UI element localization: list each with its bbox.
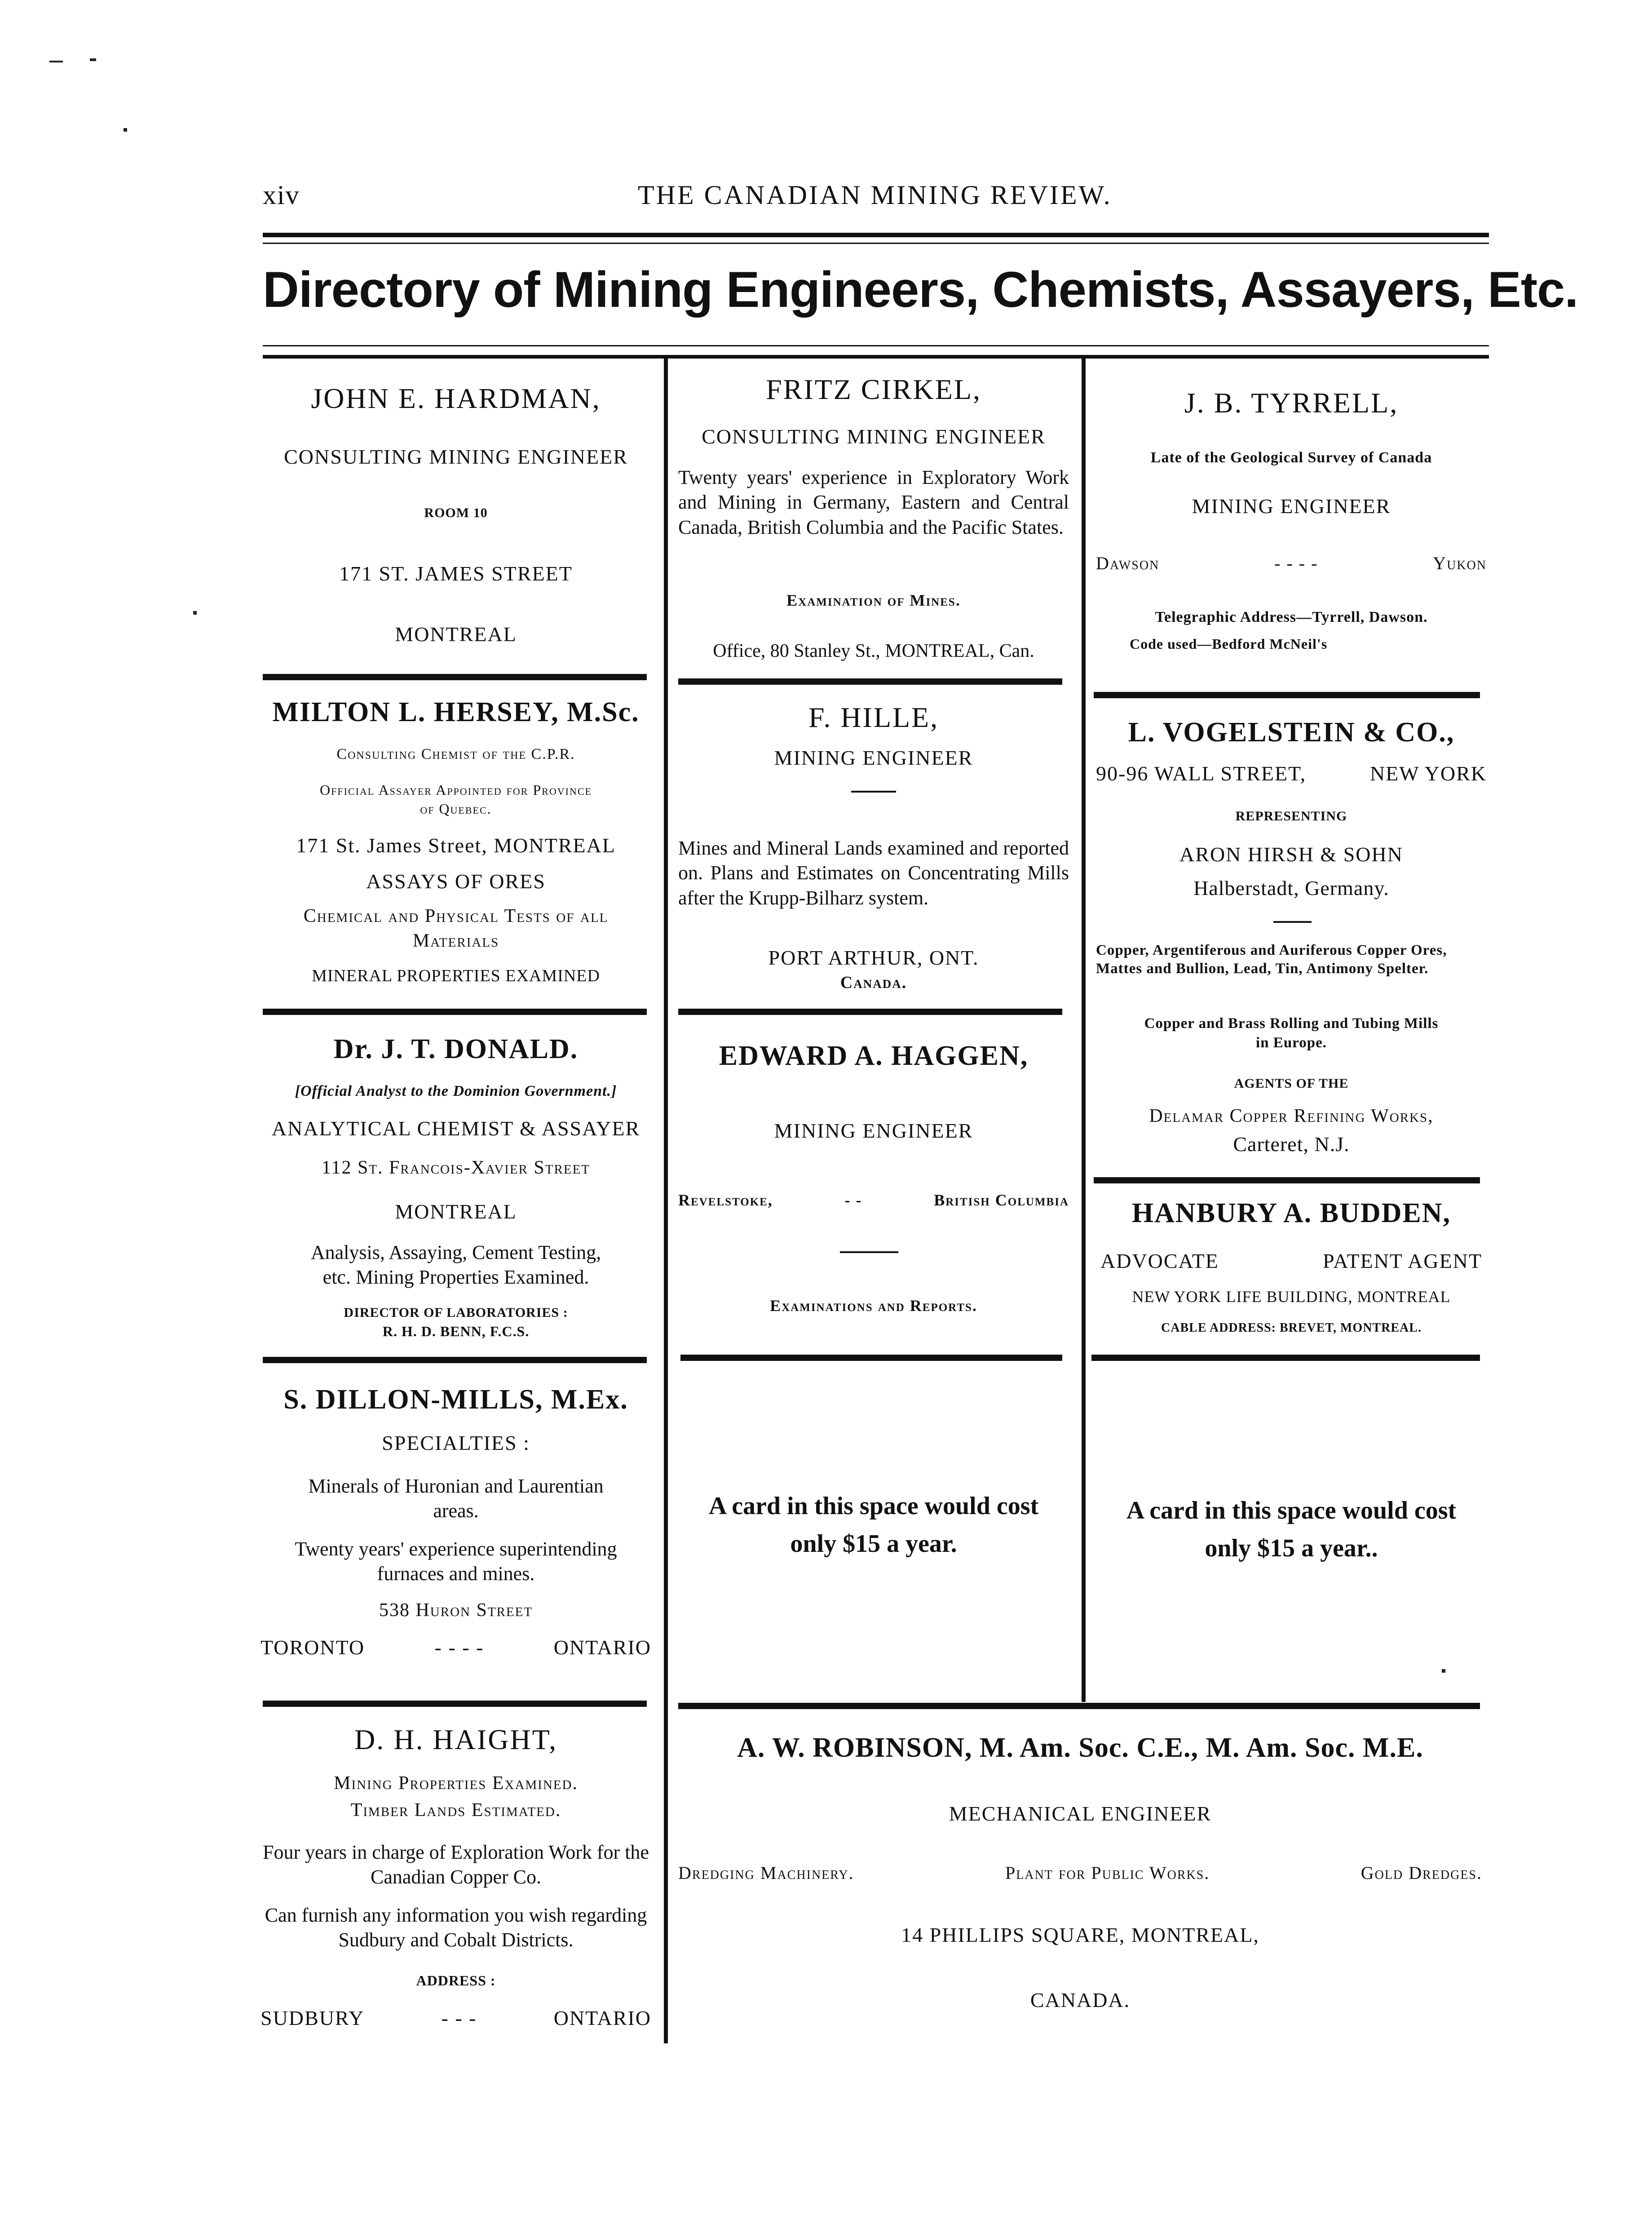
tyrrell-dashes: - - - -: [1274, 553, 1318, 573]
haight-dashes: - - -: [441, 2007, 477, 2029]
vogelstein-agents: AGENTS OF THE: [1234, 1076, 1349, 1091]
dillon-experience-1: Twenty years' experience superintending: [295, 1538, 617, 1560]
budden-cable: CABLE ADDRESS: BREVET, MONTREAL.: [1161, 1321, 1422, 1335]
haight-para-2: Can furnish any information you wish regarding Sudbury and Cobalt Districts.: [265, 1904, 647, 1951]
tyrrell-card: [1096, 386, 1487, 674]
tyrrell-city-line: [1096, 553, 1487, 574]
hersey-assays: ASSAYS OF ORES: [366, 870, 546, 893]
tyrrell-role: MINING ENGINEER: [1192, 495, 1391, 518]
budden-card: [1096, 1197, 1487, 1377]
card-separator: [1091, 1355, 1480, 1361]
vogelstein-name: L. VOGELSTEIN & CO.,: [1128, 717, 1455, 748]
tyrrell-late: Late of the Geological Survey of Canada: [1150, 449, 1432, 466]
card-ad-middle: [678, 1487, 1069, 1577]
haggen-city: Revelstoke,: [678, 1191, 773, 1209]
hille-dash: [851, 791, 896, 793]
cirkel-office: Office, 80 Stanley St., MONTREAL, Can.: [713, 641, 1034, 661]
donald-name: Dr. J. T. DONALD.: [333, 1034, 579, 1064]
vogelstein-address-line: [1096, 762, 1487, 785]
donald-services-2: etc. Mining Properties Examined.: [322, 1266, 589, 1288]
hille-city: PORT ARTHUR, ONT.: [768, 946, 979, 969]
vogelstein-card: [1096, 717, 1487, 1166]
hersey-tests-1: Chemical and Physical Tests of all: [303, 906, 609, 926]
card-separator: [1094, 692, 1480, 698]
robinson-card: [678, 1732, 1482, 2047]
hille-role: MINING ENGINEER: [774, 746, 973, 769]
haggen-card: [678, 1040, 1069, 1355]
tyrrell-telegraph: Telegraphic Address—Tyrrell, Dawson.: [1155, 609, 1428, 625]
dillon-minerals-1: Minerals of Huronian and Laurentian: [308, 1475, 604, 1497]
card-separator: [680, 1355, 1062, 1361]
hardman-name: JOHN E. HARDMAN,: [311, 382, 601, 414]
haight-para-1: Four years in charge of Exploration Work for the Canadian Copper Co.: [263, 1841, 649, 1888]
haight-city-line: [261, 2006, 651, 2030]
robinson-services: [678, 1862, 1482, 1883]
robinson-role: MECHANICAL ENGINEER: [949, 1802, 1212, 1825]
vogelstein-firm: ARON HIRSH & SOHN: [1179, 843, 1403, 866]
column-rule-right: [1082, 359, 1086, 1702]
card-ad-right: [1096, 1492, 1487, 1582]
hardman-role: CONSULTING MINING ENGINEER: [284, 445, 628, 468]
card-separator: [263, 674, 647, 680]
card-separator: [1094, 1177, 1480, 1183]
donald-director-label: DIRECTOR OF LABORATORIES :: [344, 1305, 568, 1320]
dillon-card: [261, 1384, 651, 1689]
tyrrell-territory: Yukon: [1433, 553, 1487, 573]
hersey-address: 171 St. James Street, MONTREAL: [296, 834, 616, 857]
tyrrell-code: Code used—Bedford McNeil's: [1130, 636, 1328, 652]
haggen-services: Examinations and Reports.: [770, 1297, 977, 1315]
directory-title: Directory of Mining Engineers, Chemists, Assayers, Etc.: [263, 261, 1578, 318]
card-separator: [678, 1009, 1062, 1015]
hille-name: F. HILLE,: [808, 701, 939, 733]
hersey-official-1: Official Assayer Appointed for Province: [320, 782, 592, 798]
vogelstein-street: 90-96 WALL STREET,: [1096, 762, 1307, 785]
haight-name: D. H. HAIGHT,: [354, 1723, 557, 1755]
haight-line-2: Timber Lands Estimated.: [350, 1800, 561, 1821]
vogelstein-firm-city: Halberstadt, Germany.: [1193, 877, 1389, 899]
cirkel-para: Twenty years' experience in Exploratory Work and Mining in Germany, Eastern and Central Canada, British Columbia and the Pacific States.: [678, 466, 1069, 538]
budden-role-line: [1096, 1249, 1487, 1273]
donald-city: MONTREAL: [395, 1200, 517, 1223]
header-rule-thin: [263, 243, 1489, 244]
card-ad-right-line-1: A card in this space would cost: [1126, 1497, 1457, 1524]
page-folio: xiv: [263, 180, 300, 210]
donald-director-name: R. H. D. BENN, F.C.S.: [382, 1323, 530, 1339]
haight-line-1: Mining Properties Examined.: [334, 1773, 578, 1794]
robinson-item-1: Dredging Machinery.: [678, 1863, 854, 1883]
hille-country: Canada.: [840, 973, 907, 992]
robinson-item-2: Plant for Public Works.: [1005, 1863, 1210, 1883]
budden-name: HANBURY A. BUDDEN,: [1131, 1198, 1451, 1228]
budden-building: NEW YORK LIFE BUILDING, MONTREAL: [1132, 1288, 1451, 1306]
tyrrell-name: J. B. TYRRELL,: [1184, 387, 1399, 419]
donald-card: [261, 1033, 651, 1348]
vogelstein-delamar: Delamar Copper Refining Works,: [1149, 1106, 1434, 1126]
haggen-dashes: - -: [844, 1191, 862, 1209]
dillon-city: TORONTO: [261, 1636, 365, 1659]
card-separator: [678, 1703, 1480, 1709]
vogelstein-mills-2: in Europe.: [1256, 1035, 1327, 1051]
dillon-street: 538 Huron Street: [379, 1600, 533, 1621]
card-separator: [678, 678, 1062, 685]
haight-city: SUDBURY: [261, 2007, 365, 2029]
hersey-tests-2: Materials: [412, 930, 499, 951]
hardman-room: ROOM 10: [424, 505, 488, 520]
hersey-card: [261, 696, 651, 1002]
hardman-city: MONTREAL: [395, 623, 517, 646]
haight-province: ONTARIO: [553, 2007, 651, 2029]
title-rule-thin: [263, 345, 1489, 346]
donald-services-1: Analysis, Assaying, Cement Testing,: [310, 1241, 601, 1263]
donald-role: ANALYTICAL CHEMIST & ASSAYER: [271, 1117, 640, 1140]
haggen-province: British Columbia: [934, 1191, 1069, 1209]
haggen-dash: [840, 1251, 898, 1253]
haggen-name: EDWARD A. HAGGEN,: [719, 1041, 1029, 1071]
budden-role-2: PATENT AGENT: [1323, 1249, 1482, 1272]
hersey-name: MILTON L. HERSEY, M.Sc.: [272, 697, 640, 727]
budden-role-1: ADVOCATE: [1100, 1249, 1219, 1272]
scan-speck: [193, 611, 197, 615]
haggen-role: MINING ENGINEER: [774, 1119, 973, 1142]
vogelstein-mills-1: Copper and Brass Rolling and Tubing Mills: [1144, 1015, 1439, 1032]
haggen-city-line: [678, 1191, 1069, 1209]
donald-official: [Official Analyst to the Dominion Government.]: [295, 1083, 617, 1099]
hersey-official-2: of Quebec.: [420, 801, 492, 817]
scan-speck: [1442, 1669, 1445, 1673]
hardman-card: [261, 382, 651, 687]
dillon-minerals-2: areas.: [433, 1500, 479, 1522]
vogelstein-city: NEW YORK: [1369, 762, 1487, 785]
card-separator: [263, 1009, 647, 1015]
haight-address-label: ADDRESS :: [416, 1972, 496, 1989]
card-separator: [263, 1357, 647, 1363]
dillon-name: S. DILLON-MILLS, M.Ex.: [283, 1384, 628, 1415]
scan-speck: [90, 58, 96, 61]
robinson-country: CANADA.: [1030, 1989, 1131, 2011]
vogelstein-dash: [1273, 921, 1312, 923]
card-ad-line-2: only $15 a year.: [790, 1530, 957, 1558]
publication-title: THE CANADIAN MINING REVIEW.: [638, 180, 1112, 210]
tyrrell-city: Dawson: [1096, 553, 1160, 573]
vogelstein-representing: REPRESENTING: [1235, 809, 1347, 824]
cirkel-role: CONSULTING MINING ENGINEER: [702, 425, 1046, 448]
haight-card: [261, 1723, 651, 2047]
card-separator: [263, 1701, 647, 1707]
robinson-item-3: Gold Dredges.: [1360, 1863, 1482, 1883]
card-ad-line-1: A card in this space would cost: [708, 1492, 1039, 1520]
scan-speck: [124, 128, 127, 132]
dillon-experience-2: furnaces and mines.: [377, 1563, 535, 1585]
hardman-street: 171 ST. JAMES STREET: [339, 562, 573, 585]
vogelstein-ores: Copper, Argentiferous and Auriferous Copper Ores, Mattes and Bullion, Lead, Tin, Antimony Spelter.: [1096, 942, 1447, 977]
cirkel-exam: Examination of Mines.: [786, 591, 961, 609]
dillon-specialties: SPECIALTIES :: [382, 1431, 530, 1454]
dillon-city-line: [261, 1635, 651, 1659]
vogelstein-carteret: Carteret, N.J.: [1233, 1133, 1350, 1156]
title-rule-thick: [263, 355, 1489, 359]
dillon-province: ONTARIO: [553, 1636, 651, 1659]
dillon-dashes: - - - -: [434, 1636, 484, 1659]
hille-para: Mines and Mineral Lands examined and reported on. Plans and Estimates on Concentrating Mills after the Krupp-Bilharz system.: [678, 837, 1069, 909]
column-rule-left: [664, 359, 668, 2043]
robinson-address: 14 PHILLIPS SQUARE, MONTREAL,: [901, 1923, 1259, 1946]
hille-card: [678, 701, 1069, 1024]
robinson-name: A. W. ROBINSON, M. Am. Soc. C.E., M. Am. Soc. M.E.: [737, 1732, 1423, 1763]
cirkel-name: FRITZ CIRKEL,: [766, 373, 981, 405]
hersey-properties: MINERAL PROPERTIES EXAMINED: [312, 966, 600, 985]
donald-street: 112 St. Francois-Xavier Street: [322, 1157, 590, 1178]
hersey-role: Consulting Chemist of the C.P.R.: [336, 746, 575, 762]
cirkel-card: [678, 373, 1069, 678]
header-rule-thick: [263, 233, 1489, 237]
card-ad-right-line-2: only $15 a year..: [1205, 1534, 1378, 1562]
scan-speck: [49, 61, 63, 62]
